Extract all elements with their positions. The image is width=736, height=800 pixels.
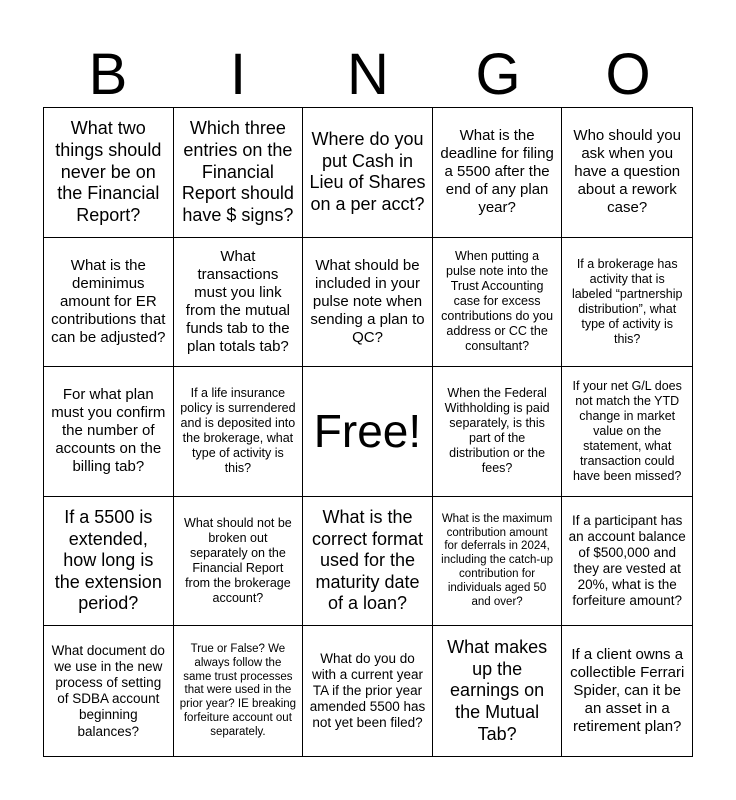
title-letter-b: B [88, 42, 128, 107]
cell-text: For what plan must you confirm the number of accounts on the billing tab? [51, 386, 166, 476]
bingo-cell-r1-c2[interactable] [174, 108, 304, 238]
cell-text: What should not be broken out separately on the Financial Report from the brokerage account? [184, 516, 292, 606]
cell-text: True or False? We always follow the same trust processes that were used in the prior year? IE breaking forfeiture account out separately. [179, 642, 297, 738]
bingo-board [43, 107, 693, 757]
bingo-cell-r5-c2[interactable] [174, 626, 304, 756]
cell-text: What is the deminimus amount for ER contributions that can be adjusted? [51, 256, 166, 346]
bingo-cell-r1-c1[interactable] [44, 108, 174, 238]
bingo-cell-r1-c3[interactable] [303, 108, 433, 238]
bingo-cell-r2-c4[interactable] [433, 238, 563, 368]
bingo-cell-r1-c4[interactable] [433, 108, 563, 238]
cell-text: If a participant has an account balance of $500,000 and they are vested at 20%, what is the forfeiture amount? [568, 512, 686, 609]
bingo-cell-r2-c5[interactable] [562, 238, 692, 368]
bingo-cell-r3-c1[interactable] [44, 367, 174, 497]
cell-text: What is the correct format used for the maturity date of a loan? [311, 507, 423, 614]
cell-text: If a life insurance policy is surrendered and is deposited into the brokerage, what type of activity is this? [180, 386, 296, 476]
bingo-cell-r5-c3[interactable] [303, 626, 433, 756]
cell-text: If a client owns a collectible Ferrari Spider, can it be an asset in a retirement plan? [570, 646, 685, 736]
cell-text: If a brokerage has activity that is labeled “partnership distribution”, what type of activity is this? [571, 256, 683, 346]
bingo-cell-r2-c1[interactable] [44, 238, 174, 368]
bingo-cell-r4-c5[interactable] [562, 497, 692, 627]
bingo-cell-r5-c5[interactable] [562, 626, 692, 756]
cell-text: Who should you ask when you have a question about a rework case? [573, 127, 681, 217]
cell-text: What transactions must you link from the mutual funds tab to the plan totals tab? [185, 247, 290, 355]
bingo-cell-r3-c5[interactable] [562, 367, 692, 497]
bingo-cell-r3-c4[interactable] [433, 367, 563, 497]
cell-text: Where do you put Cash in Lieu of Shares on a per acct? [309, 129, 426, 214]
bingo-cell-r2-c2[interactable] [174, 238, 304, 368]
title-letter-g: G [475, 42, 521, 107]
cell-text: What is the maximum contribution amount for deferrals in 2024, including the catch-up contribution for individuals aged 50 and over? [441, 512, 554, 608]
cell-text: When putting a pulse note into the Trust Accounting case for excess contributions do you address or CC the consultant? [441, 249, 554, 354]
cell-text: Which three entries on the Financial Report should have $ signs? [181, 118, 294, 225]
cell-text: What document do we use in the new process of setting of SDBA account beginning balances? [51, 642, 165, 739]
bingo-cell-r5-c1[interactable] [44, 626, 174, 756]
bingo-cell-free[interactable] [303, 367, 433, 497]
title-letter-n: N [347, 42, 389, 107]
bingo-title [43, 40, 693, 110]
cell-text: What is the deadline for filing a 5500 after the end of any plan year? [440, 127, 554, 217]
cell-text: What makes up the earnings on the Mutual Tab? [447, 637, 548, 744]
cell-text: When the Federal Withholding is paid separately, is this part of the distribution or the fees? [444, 386, 550, 476]
cell-text: If a 5500 is extended, how long is the extension period? [54, 507, 162, 614]
bingo-cell-r2-c3[interactable] [303, 238, 433, 368]
bingo-cell-r4-c3[interactable] [303, 497, 433, 627]
free-space-text: Free! [313, 405, 422, 458]
bingo-cell-r4-c2[interactable] [174, 497, 304, 627]
bingo-cell-r4-c4[interactable] [433, 497, 563, 627]
bingo-cell-r5-c4[interactable] [433, 626, 563, 756]
cell-text: What do you do with a current year TA if the prior year amended 5500 has not yet been filed? [309, 650, 426, 731]
bingo-cell-r4-c1[interactable] [44, 497, 174, 627]
cell-text: If your net G/L does not match the YTD change in market value on the statement, what transaction could have been missed? [572, 378, 682, 483]
cell-text: What should be included in your pulse note when sending a plan to QC? [310, 256, 425, 346]
bingo-cell-r3-c2[interactable] [174, 367, 304, 497]
cell-text: What two things should never be on the Financial Report? [55, 118, 162, 225]
title-letter-o: O [605, 42, 651, 107]
bingo-cell-r1-c5[interactable] [562, 108, 692, 238]
title-letter-i: I [229, 42, 247, 107]
